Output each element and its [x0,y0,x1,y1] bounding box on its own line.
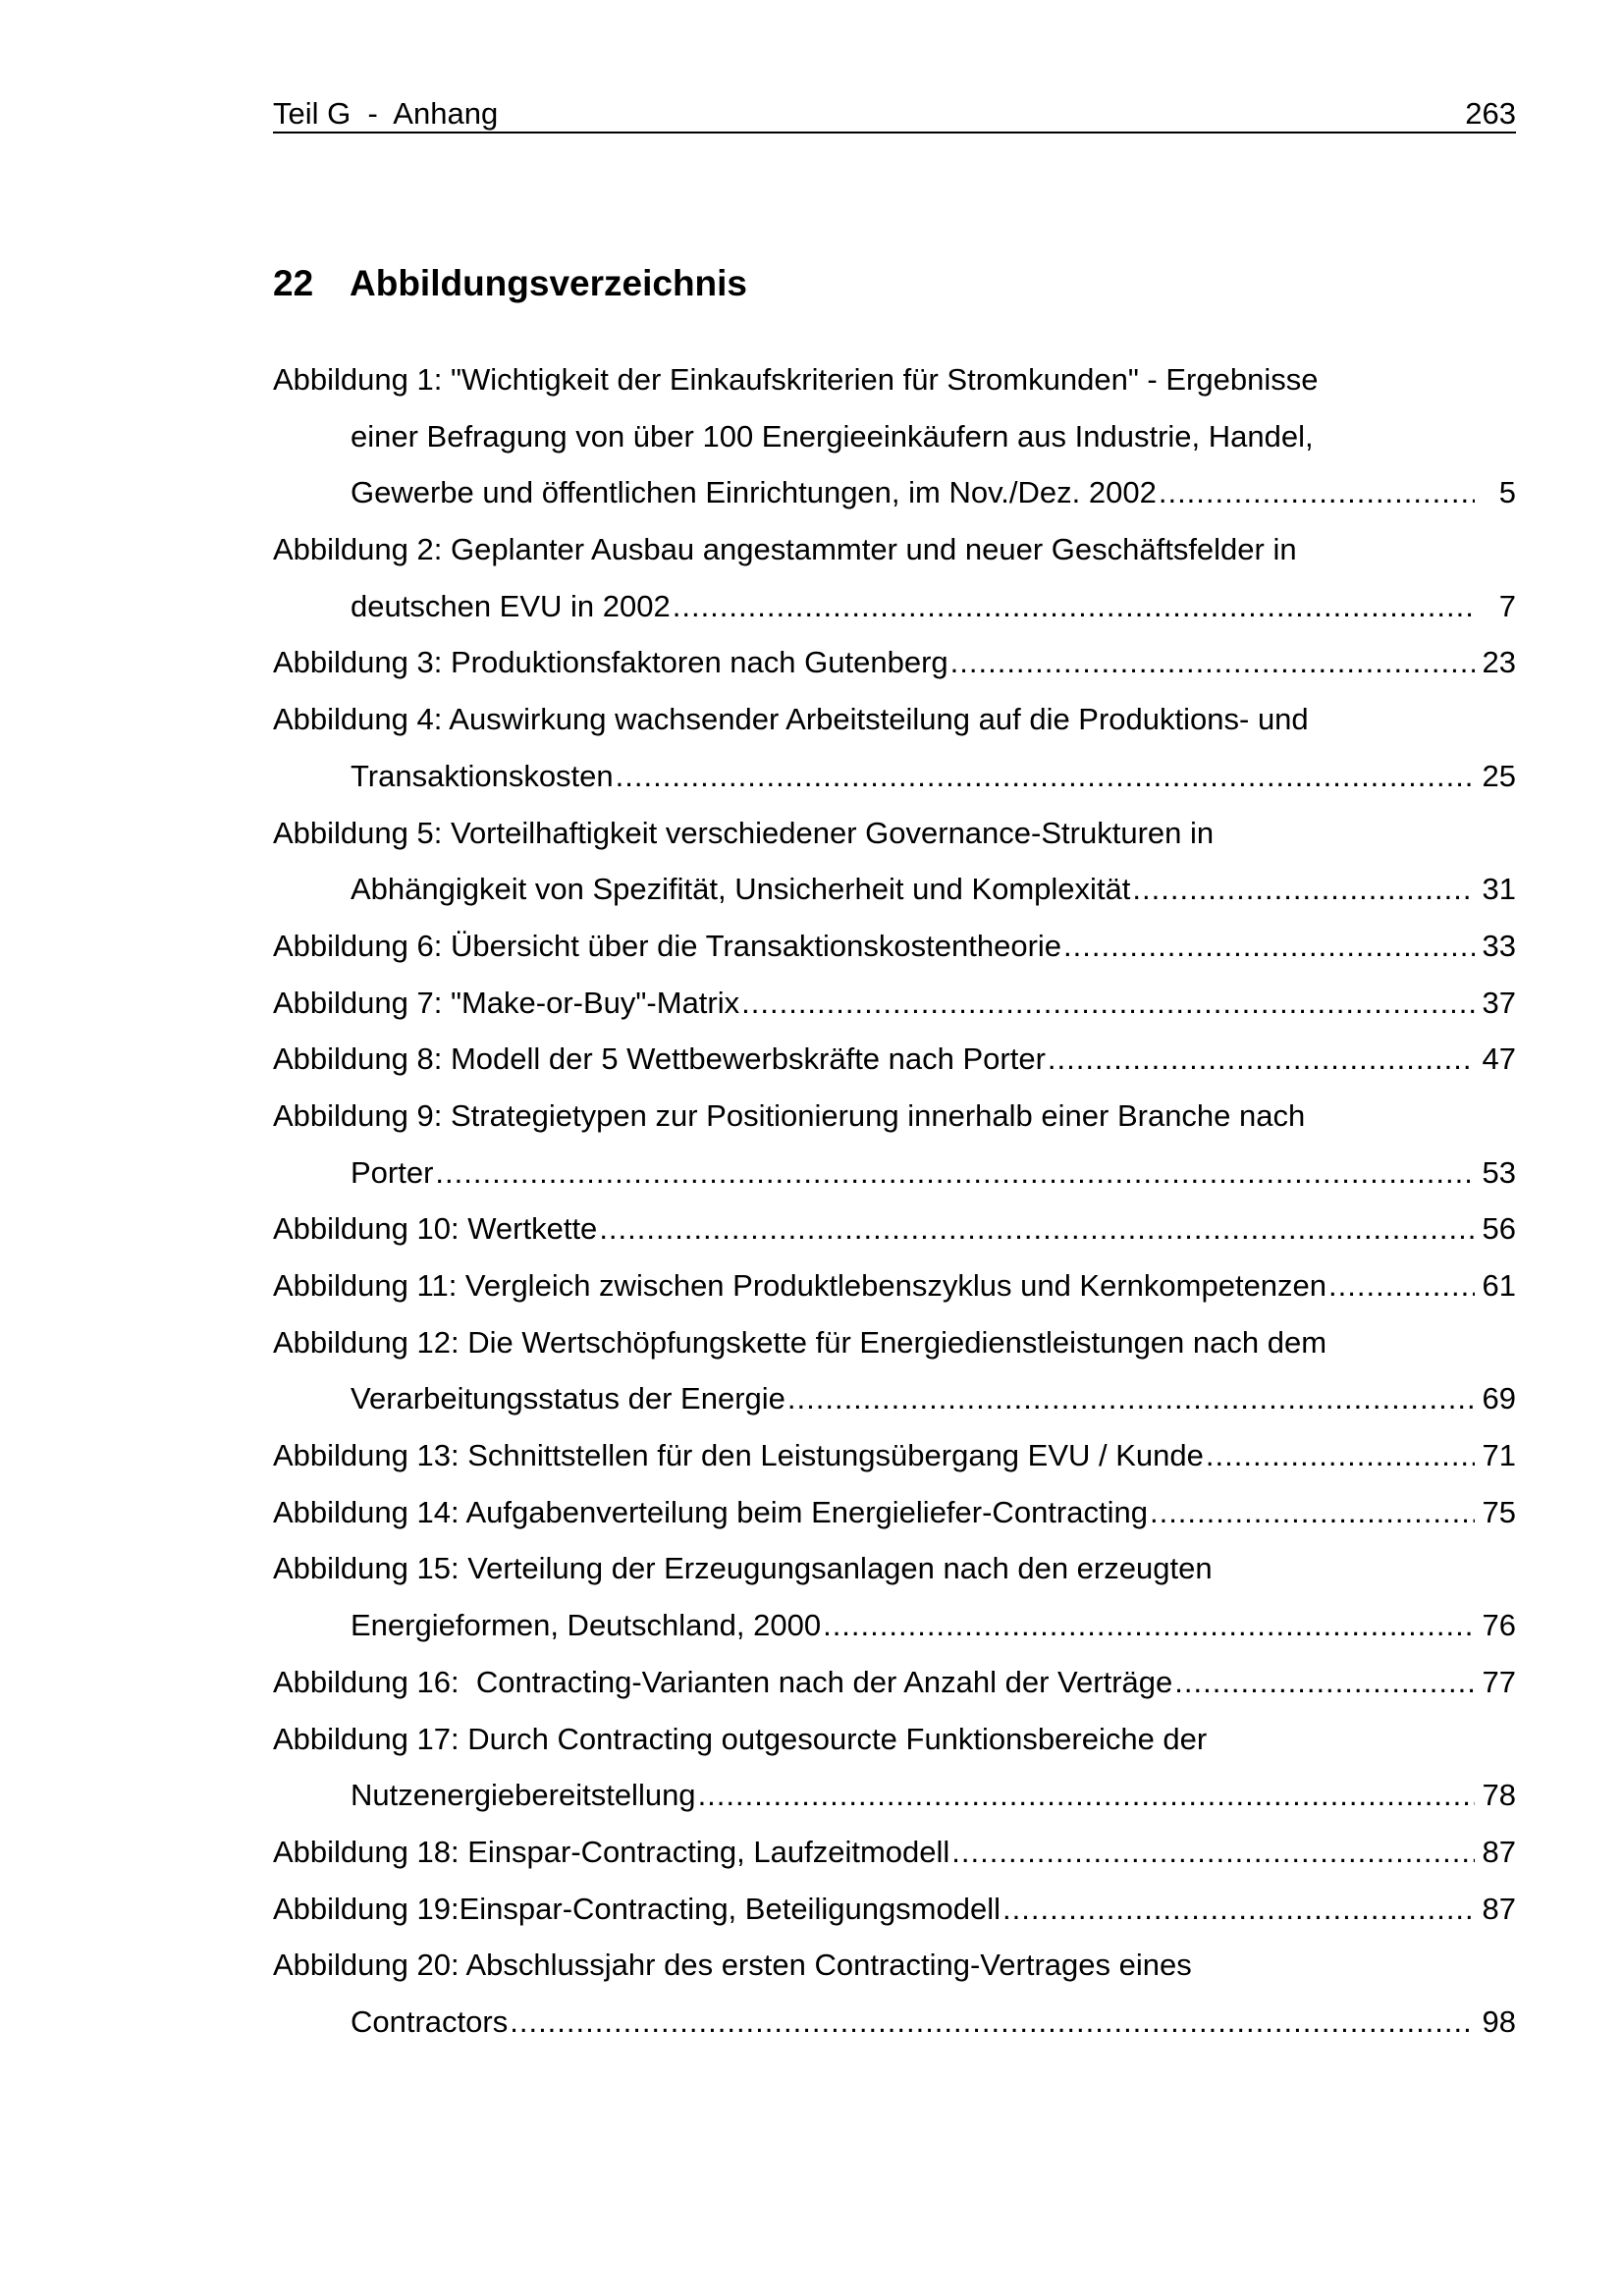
entry-text: Abbildung 16: Contracting-Varianten nach der Anzahl der Verträge [273,1664,1173,1699]
entry-page-number: 47 [1482,1041,1516,1077]
entry-line [273,1711,1516,1768]
header-part-title: Teil G - Anhang [273,96,499,131]
dot-leader [1174,1654,1475,1711]
dot-leader [599,1201,1475,1257]
entry-text: Abbildung 4: Auswirkung wachsender Arbeitsteilung auf die Produktions- und [273,702,1309,737]
entry-last-line [273,1484,1516,1541]
figure-entry [273,1711,1516,1824]
entry-page-number: 25 [1482,758,1516,793]
entry-page-number: 76 [1482,1608,1516,1643]
section-heading [273,261,747,306]
entry-page-number: 78 [1482,1778,1516,1813]
entry-last-line [273,634,1516,691]
entry-line [273,691,1516,748]
entry-page-number: 7 [1498,588,1516,623]
entry-page-number: 33 [1482,928,1516,963]
entry-last-line [273,1031,1516,1088]
entry-last-line [273,1370,1516,1427]
entry-text: Abbildung 7: "Make-or-Buy"-Matrix [273,985,740,1020]
entry-text: Abbildung 1: "Wichtigkeit der Einkaufskriterien für Stromkunden" - Ergebnisse [273,362,1319,397]
figure-entry [273,1881,1516,1938]
entry-text: Abbildung 15: Verteilung der Erzeugungsanlagen nach den erzeugten [273,1551,1213,1586]
entry-last-line [273,578,1516,635]
entry-page-number: 87 [1482,1891,1516,1926]
entry-text: Transaktionskosten [351,758,614,793]
dot-leader [673,578,1475,635]
figure-entry [273,918,1516,975]
figure-entry [273,805,1516,918]
entry-page-number: 75 [1482,1494,1516,1529]
entry-last-line [273,861,1516,918]
entry-text: Abbildung 17: Durch Contracting outgesourcte Funktionsbereiche der [273,1721,1208,1756]
section-number: 22 [273,263,314,303]
dot-leader [741,975,1475,1032]
entry-text: Abbildung 9: Strategietypen zur Positionierung innerhalb einer Branche nach [273,1097,1306,1133]
dot-leader [1063,918,1475,975]
dot-leader [951,1824,1475,1881]
entry-page-number: 77 [1482,1664,1516,1699]
entry-last-line [273,464,1516,521]
entry-text: Abbildung 6: Übersicht über die Transaktionskostentheorie [273,928,1062,963]
entry-last-line [273,1201,1516,1257]
figure-entry [273,1427,1516,1484]
figure-entry [273,1654,1516,1711]
figure-entry [273,521,1516,634]
entry-page-number: 53 [1482,1154,1516,1190]
entry-page-number: 37 [1482,985,1516,1020]
entry-page-number: 23 [1482,645,1516,680]
figure-entry [273,1257,1516,1314]
figure-entry [273,1540,1516,1653]
entry-last-line [273,748,1516,805]
entry-text: Abbildung 18: Einspar-Contracting, Laufzeitmodell [273,1834,950,1869]
entry-text: Energieformen, Deutschland, 2000 [351,1608,822,1643]
header-page-number: 263 [1465,96,1516,131]
entry-last-line [273,1654,1516,1711]
entry-line [273,805,1516,862]
entry-line [273,1540,1516,1597]
entry-last-line [273,1257,1516,1314]
entry-text: Abbildung 2: Geplanter Ausbau angestammter und neuer Geschäftsfelder in [273,532,1297,567]
dot-leader [698,1767,1475,1824]
dot-leader [1132,861,1475,918]
dot-leader [1048,1031,1475,1088]
entry-last-line [273,1145,1516,1201]
dot-leader [1206,1427,1475,1484]
entry-last-line [273,1824,1516,1881]
figure-entry [273,1031,1516,1088]
figure-entry [273,975,1516,1032]
entry-page-number: 71 [1482,1438,1516,1473]
entry-line [273,521,1516,578]
entry-page-number: 98 [1482,2003,1516,2039]
entry-text: Abbildung 5: Vorteilhaftigkeit verschiedener Governance-Strukturen in [273,815,1215,850]
entry-text: Verarbeitungsstatus der Energie [351,1381,785,1416]
entry-last-line [273,1427,1516,1484]
entry-text: Abbildung 3: Produktionsfaktoren nach Gutenberg [273,645,948,680]
entry-page-number: 87 [1482,1834,1516,1869]
figure-entry [273,1201,1516,1257]
entry-page-number: 61 [1482,1268,1516,1303]
figure-entry [273,634,1516,691]
dot-leader [510,1994,1475,2051]
figure-entry [273,1484,1516,1541]
entry-text: einer Befragung von über 100 Energieeinkäufern aus Industrie, Handel, [351,418,1314,454]
entry-line [273,408,1516,465]
entry-text: Contractors [351,2003,509,2039]
entry-page-number: 56 [1482,1211,1516,1247]
dot-leader [787,1370,1475,1427]
page-header [273,94,1516,133]
entry-page-number: 69 [1482,1381,1516,1416]
entry-last-line [273,918,1516,975]
entry-text: Abbildung 12: Die Wertschöpfungskette für Energiedienstleistungen nach dem [273,1324,1327,1360]
dot-leader [1002,1881,1475,1938]
figure-entry [273,1088,1516,1201]
entry-line [273,351,1516,408]
figure-entry [273,1824,1516,1881]
entry-text: Gewerbe und öffentlichen Einrichtungen, im Nov./Dez. 2002 [351,475,1157,510]
entry-text: Abbildung 19:Einspar-Contracting, Beteiligungsmodell [273,1891,1001,1926]
entry-last-line [273,1767,1516,1824]
entry-last-line [273,1994,1516,2051]
entry-text: Nutzenergiebereitstellung [351,1778,696,1813]
entry-text: Abbildung 10: Wertkette [273,1211,598,1247]
entry-line [273,1314,1516,1371]
entry-last-line [273,1597,1516,1654]
entry-last-line [273,1881,1516,1938]
figure-entry [273,1937,1516,2050]
entry-text: Abbildung 8: Modell der 5 Wettbewerbskräfte nach Porter [273,1041,1046,1077]
figure-list [273,351,1516,2051]
entry-text: Abbildung 11: Vergleich zwischen Produktlebenszyklus und Kernkompetenzen [273,1268,1327,1303]
entry-page-number: 31 [1482,872,1516,907]
figure-entry [273,1314,1516,1427]
entry-text: deutschen EVU in 2002 [351,588,671,623]
dot-leader [435,1145,1475,1201]
entry-text: Abhängigkeit von Spezifität, Unsicherheit und Komplexität [351,872,1131,907]
figure-entry [273,351,1516,521]
figure-entry [273,691,1516,804]
dot-leader [616,748,1475,805]
entry-line [273,1937,1516,1994]
entry-last-line [273,975,1516,1032]
dot-leader [1150,1484,1475,1541]
dot-leader [950,634,1475,691]
dot-leader [1328,1257,1475,1314]
entry-page-number: 5 [1498,475,1516,510]
entry-line [273,1088,1516,1145]
dot-leader [823,1597,1475,1654]
entry-text: Abbildung 20: Abschlussjahr des ersten Contracting-Vertrages eines [273,1948,1192,1983]
entry-text: Abbildung 14: Aufgabenverteilung beim Energieliefer-Contracting [273,1494,1148,1529]
entry-text: Porter [351,1154,434,1190]
entry-text: Abbildung 13: Schnittstellen für den Leistungsübergang EVU / Kunde [273,1438,1204,1473]
dot-leader [1159,464,1475,521]
section-title: Abbildungsverzeichnis [350,263,748,303]
